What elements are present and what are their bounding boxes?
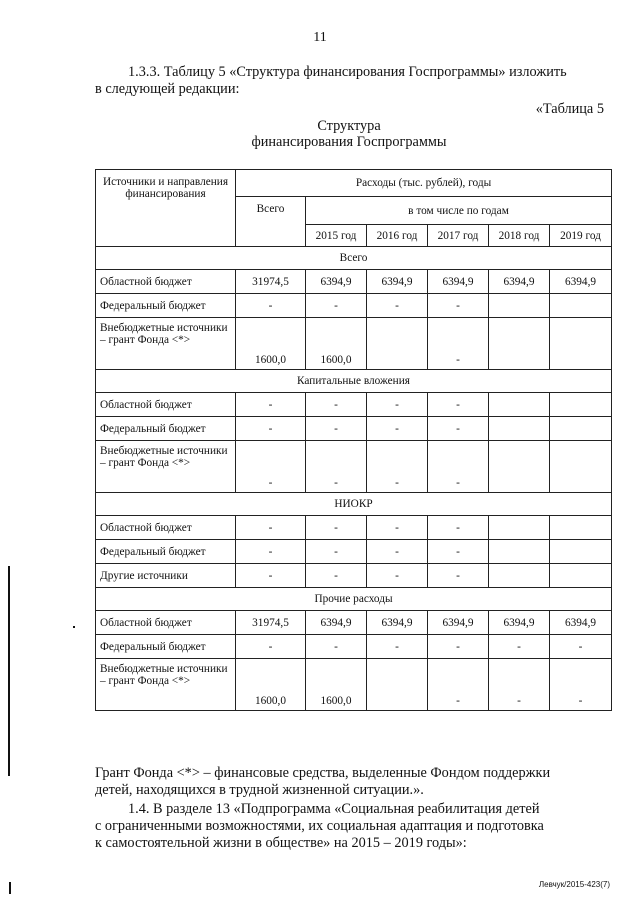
value-cell: -	[367, 635, 428, 659]
value-cell	[367, 659, 428, 711]
value-cell: -	[236, 417, 306, 441]
value-cell	[550, 318, 612, 370]
value-cell: 6394,9	[367, 270, 428, 294]
value-cell	[489, 318, 550, 370]
table-row	[96, 659, 612, 711]
para2-line-3: к самостоятельной жизни в обществе» на 2015 – 2019 годы»:	[95, 835, 467, 851]
value-cell: 6394,9	[306, 270, 367, 294]
value-cell	[550, 516, 612, 540]
table-title-line-2: финансирования Госпрограммы	[251, 134, 447, 150]
row-label: Федеральный бюджет	[96, 635, 236, 659]
header-year: 2015 год	[306, 225, 367, 247]
section-row	[96, 247, 612, 270]
value-cell: -	[428, 417, 489, 441]
value-cell	[489, 393, 550, 417]
value-cell: -	[428, 635, 489, 659]
section-title: НИОКР	[96, 493, 612, 516]
table-row	[96, 564, 612, 588]
value-cell: -	[428, 393, 489, 417]
value-cell: -	[428, 659, 489, 711]
table-reference: «Таблица 5	[535, 101, 604, 117]
value-cell	[489, 417, 550, 441]
value-cell: -	[489, 635, 550, 659]
header-source-column: Источники и направления финансирования	[96, 170, 236, 247]
value-cell	[550, 441, 612, 493]
value-cell: 6394,9	[367, 611, 428, 635]
footnote-line-1: Грант Фонда <*> – финансовые средства, выделенные Фондом поддержки	[95, 765, 551, 781]
header-year: 2017 год	[428, 225, 489, 247]
table-row	[96, 270, 612, 294]
value-cell: -	[489, 659, 550, 711]
row-label: Федеральный бюджет	[96, 540, 236, 564]
value-cell: -	[367, 441, 428, 493]
section-row	[96, 370, 612, 393]
row-label: Внебюджетные источники – грант Фонда <*>	[96, 659, 236, 711]
value-cell: -	[306, 516, 367, 540]
margin-line	[9, 882, 11, 894]
value-cell	[367, 318, 428, 370]
value-cell: 6394,9	[428, 611, 489, 635]
row-label: Областной бюджет	[96, 611, 236, 635]
value-cell: 6394,9	[489, 611, 550, 635]
row-label: Федеральный бюджет	[96, 294, 236, 318]
value-cell: -	[428, 540, 489, 564]
value-cell: -	[236, 564, 306, 588]
margin-line	[8, 566, 10, 776]
header-total: Всего	[236, 197, 306, 247]
value-cell	[489, 564, 550, 588]
table-row	[96, 318, 612, 370]
document-stamp: Левчук/2015-423(7)	[538, 880, 610, 889]
section-title: Всего	[96, 247, 612, 270]
financing-table	[95, 169, 612, 711]
value-cell: -	[367, 516, 428, 540]
table-row	[96, 635, 612, 659]
value-cell: 6394,9	[428, 270, 489, 294]
header-expenses: Расходы (тыс. рублей), годы	[236, 170, 612, 197]
value-cell: 1600,0	[306, 659, 367, 711]
value-cell	[550, 393, 612, 417]
value-cell: 6394,9	[306, 611, 367, 635]
value-cell: -	[428, 294, 489, 318]
table-row	[96, 441, 612, 493]
footnote-line-2: детей, находящихся в трудной жизненной ситуации.».	[95, 782, 424, 798]
section-row	[96, 493, 612, 516]
value-cell: 31974,5	[236, 611, 306, 635]
value-cell: -	[428, 564, 489, 588]
section-row	[96, 588, 612, 611]
value-cell: -	[428, 318, 489, 370]
value-cell: -	[367, 417, 428, 441]
table-row	[96, 611, 612, 635]
value-cell: -	[306, 441, 367, 493]
value-cell: 6394,9	[489, 270, 550, 294]
value-cell: 1600,0	[236, 659, 306, 711]
value-cell: -	[367, 393, 428, 417]
section-title: Прочие расходы	[96, 588, 612, 611]
value-cell: 1600,0	[306, 318, 367, 370]
value-cell: -	[367, 540, 428, 564]
row-label: Другие источники	[96, 564, 236, 588]
value-cell: -	[236, 441, 306, 493]
value-cell: -	[236, 294, 306, 318]
table-title	[0, 118, 640, 150]
value-cell: -	[550, 635, 612, 659]
value-cell	[489, 516, 550, 540]
row-label: Областной бюджет	[96, 270, 236, 294]
header-year: 2018 год	[489, 225, 550, 247]
value-cell: -	[306, 417, 367, 441]
value-cell: -	[428, 516, 489, 540]
value-cell: 31974,5	[236, 270, 306, 294]
value-cell: -	[367, 564, 428, 588]
value-cell: -	[306, 294, 367, 318]
value-cell: 1600,0	[236, 318, 306, 370]
row-label: Федеральный бюджет	[96, 417, 236, 441]
para2-line-1: 1.4. В разделе 13 «Подпрограмма «Социальная реабилитация детей	[128, 801, 540, 817]
table-row	[96, 294, 612, 318]
value-cell: -	[428, 441, 489, 493]
row-label: Внебюджетные источники – грант Фонда <*>	[96, 441, 236, 493]
value-cell: -	[306, 564, 367, 588]
value-cell: -	[236, 393, 306, 417]
value-cell: -	[236, 516, 306, 540]
value-cell	[550, 417, 612, 441]
value-cell	[550, 564, 612, 588]
value-cell	[550, 294, 612, 318]
intro-line-1: 1.3.3. Таблицу 5 «Структура финансирования Госпрограммы» изложить	[128, 64, 567, 80]
para2-line-2: с ограниченными возможностями, их социальная адаптация и подготовка	[95, 818, 544, 834]
table-row	[96, 417, 612, 441]
value-cell	[489, 294, 550, 318]
table-row	[96, 540, 612, 564]
page-number: 11	[313, 30, 327, 45]
header-year: 2016 год	[367, 225, 428, 247]
value-cell: -	[306, 540, 367, 564]
value-cell	[550, 540, 612, 564]
row-label: Областной бюджет	[96, 516, 236, 540]
header-by-years: в том числе по годам	[306, 197, 612, 225]
row-label: Внебюджетные источники – грант Фонда <*>	[96, 318, 236, 370]
value-cell: -	[306, 635, 367, 659]
intro-line-2: в следующей редакции:	[95, 81, 240, 97]
header-year: 2019 год	[550, 225, 612, 247]
section-title: Капитальные вложения	[96, 370, 612, 393]
value-cell: 6394,9	[550, 611, 612, 635]
value-cell: -	[306, 393, 367, 417]
value-cell	[489, 441, 550, 493]
row-label: Областной бюджет	[96, 393, 236, 417]
table-row	[96, 393, 612, 417]
table-title-line-1: Структура	[317, 118, 381, 134]
value-cell	[489, 540, 550, 564]
margin-dot	[73, 626, 75, 628]
value-cell: -	[550, 659, 612, 711]
value-cell: 6394,9	[550, 270, 612, 294]
table-row	[96, 516, 612, 540]
value-cell: -	[236, 635, 306, 659]
value-cell: -	[367, 294, 428, 318]
value-cell: -	[236, 540, 306, 564]
